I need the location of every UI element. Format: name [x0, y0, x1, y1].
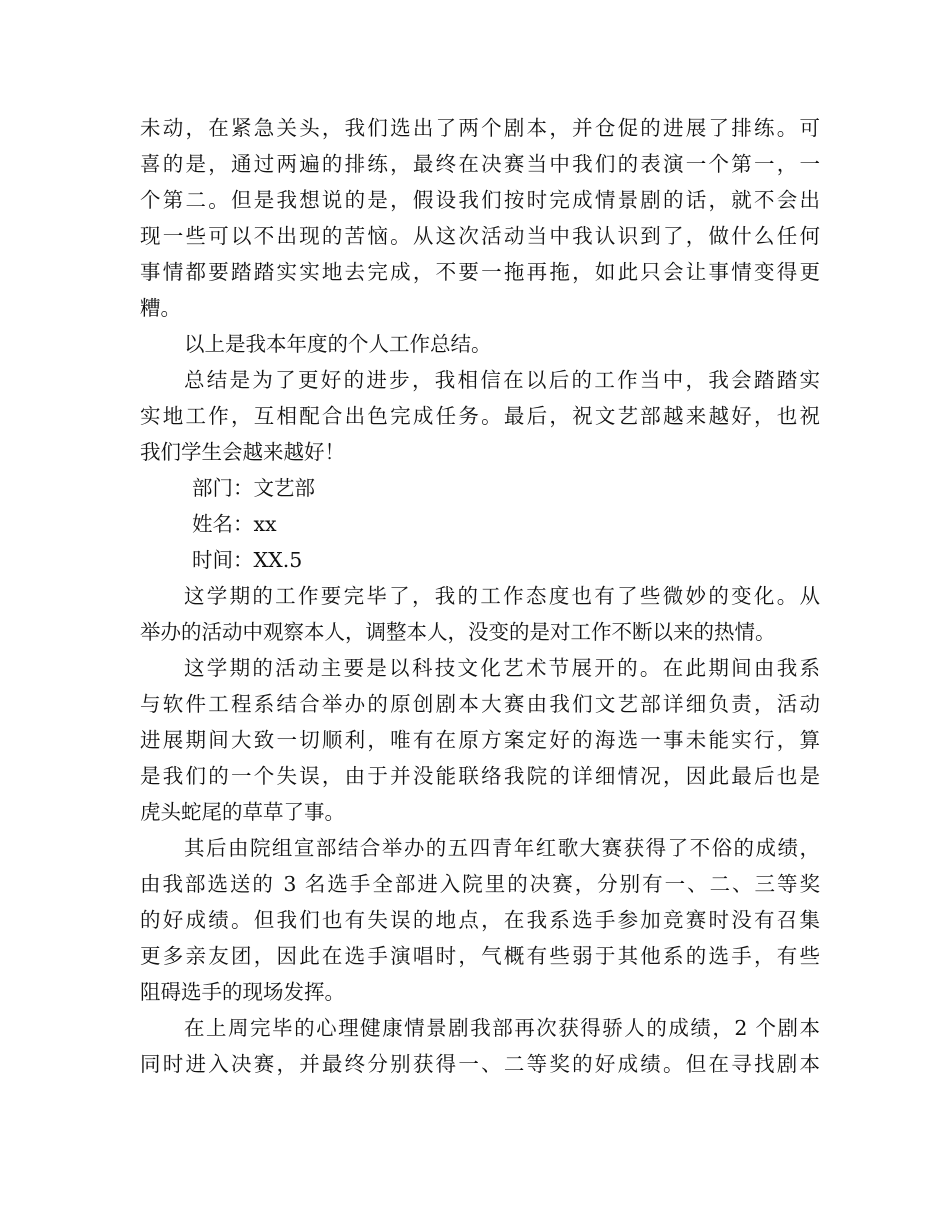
text-line: 实地工作，互相配合出色完成任务。最后，祝文艺部越来越好，也祝	[140, 404, 820, 428]
text-line: 糟。	[140, 296, 181, 320]
signature-time: 时间：XX.5	[192, 548, 303, 572]
text-line: 这学期的活动主要是以科技文化艺术节展开的。在此期间由我系	[184, 656, 820, 680]
text-line: 的好成绩。但我们也有失误的地点，在我系选手参加竞赛时没有召集	[140, 908, 820, 932]
paragraph	[140, 326, 820, 362]
text-line: 阻碍选手的现场发挥。	[140, 980, 345, 1004]
paragraph	[140, 1010, 820, 1082]
text-line: 我们学生会越来越好！	[140, 440, 345, 464]
text-line: 进展期间大致一切顺利，唯有在原方案定好的海选一事未能实行，算	[140, 728, 820, 752]
text-line: 其后由院组宣部结合举办的五四青年红歌大赛获得了不俗的成绩，	[184, 836, 820, 860]
paragraph	[140, 578, 820, 650]
text-line: 在上周完毕的心理健康情景剧我部再次获得骄人的成绩，2 个剧本	[184, 1016, 820, 1040]
text-line: 个第二。但是我想说的是，假设我们按时完成情景剧的话，就不会出	[140, 188, 820, 212]
text-line: 同时进入决赛，并最终分别获得一、二等奖的好成绩。但在寻找剧本	[140, 1052, 820, 1076]
text-line: 举办的活动中观察本人，调整本人，没变的是对工作不断以来的热情。	[140, 620, 776, 644]
text-line: 更多亲友团，因此在选手演唱时，气概有些弱于其他系的选手，有些	[140, 944, 820, 968]
signature-name: 姓名：xx	[192, 512, 277, 536]
paragraph	[140, 362, 820, 470]
text-line: 由我部选送的 3 名选手全部进入院里的决赛，分别有一、二、三等奖	[140, 872, 820, 896]
text-line: 现一些可以不出现的苦恼。从这次活动当中我认识到了，做什么任何	[140, 224, 820, 248]
signature-block	[140, 470, 820, 578]
text-line: 未动，在紧急关头，我们选出了两个剧本，并仓促的进展了排练。可	[140, 116, 820, 140]
text-line: 这学期的工作要完毕了，我的工作态度也有了些微妙的变化。从	[184, 584, 820, 608]
text-line: 喜的是，通过两遍的排练，最终在决赛当中我们的表演一个第一，一	[140, 152, 820, 176]
paragraph	[140, 650, 820, 830]
text-line: 与软件工程系结合举办的原创剧本大赛由我们文艺部详细负责，活动	[140, 692, 820, 716]
text-line: 总结是为了更好的进步，我相信在以后的工作当中，我会踏踏实	[184, 368, 820, 392]
signature-department: 部门：文艺部	[192, 476, 315, 500]
text-line: 虎头蛇尾的草草了事。	[140, 800, 345, 824]
text-line: 是我们的一个失误，由于并没能联络我院的详细情况，因此最后也是	[140, 764, 820, 788]
paragraph	[140, 830, 820, 1010]
document-body	[140, 110, 820, 1082]
text-line: 以上是我本年度的个人工作总结。	[184, 332, 492, 356]
text-line: 事情都要踏踏实实地去完成，不要一拖再拖，如此只会让事情变得更	[140, 260, 820, 284]
paragraph	[140, 110, 820, 326]
